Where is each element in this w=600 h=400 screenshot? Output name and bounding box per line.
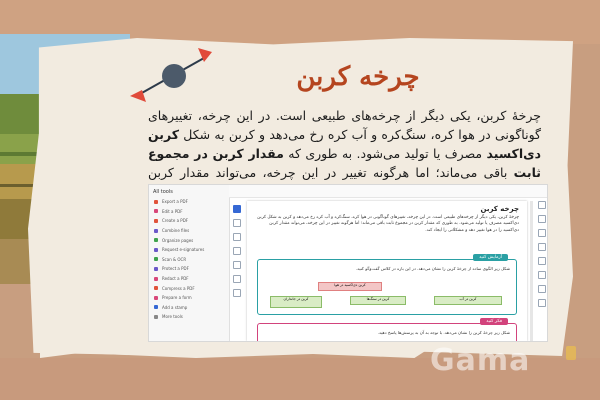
slide-title: چرخه کربن — [296, 62, 420, 92]
app-top-bar — [229, 185, 547, 198]
sidebar-item[interactable] — [149, 207, 229, 217]
tool-icon — [154, 200, 158, 204]
sidebar-item-label: Prepare a form — [162, 295, 192, 301]
scrollbar[interactable] — [530, 201, 533, 341]
sidebar-item-label: Redact a PDF — [162, 276, 189, 282]
sidebar-item-label: Compress a PDF — [162, 285, 195, 291]
select-tool-icon[interactable] — [233, 205, 241, 213]
print-icon[interactable] — [538, 285, 546, 293]
sidebar-item[interactable] — [149, 197, 229, 207]
think-box — [257, 319, 517, 342]
sidebar-item-label: Add a stamp — [162, 304, 188, 310]
tool-icon — [154, 238, 158, 242]
highlight-tool-icon[interactable] — [233, 233, 241, 241]
sidebar-item[interactable] — [149, 303, 229, 313]
body-bold-co2: کربن دی‌اکسید — [148, 127, 541, 161]
sidebar-item-label: Export a PDF — [162, 199, 188, 205]
tool-icon — [154, 305, 158, 309]
flow-organisms: کربن در جانداران — [270, 296, 322, 308]
sidebar-item[interactable] — [149, 255, 229, 265]
body-bold-constant: مقدار کربن در مجموع ثابت — [148, 146, 541, 180]
page-thumbnails-icon[interactable] — [538, 229, 546, 237]
sidebar-item-label: Request e-signatures — [162, 247, 205, 253]
pdf-app-screenshot — [148, 184, 548, 342]
carbon-wheel-icon — [128, 44, 218, 106]
sidebar-item[interactable] — [149, 312, 229, 322]
bookmark-icon[interactable] — [538, 243, 546, 251]
flow-rocks: کربن در سنگ‌ها — [350, 296, 406, 305]
rotate-icon[interactable] — [538, 271, 546, 279]
sidebar-item[interactable] — [149, 264, 229, 274]
tool-icon — [154, 286, 158, 290]
paper-bottom-edge — [40, 348, 430, 358]
sidebar-item[interactable] — [149, 235, 229, 245]
sidebar-item[interactable] — [149, 274, 229, 284]
brand-logo: Gama — [430, 343, 531, 378]
activity-text: شکل زیر الگوی ساده از چرخهٔ کربن را نشان می‌دهد. در این باره در کلاس گفت‌وگو کنید. — [355, 266, 510, 271]
doc-paragraph: چرخهٔ کربن، یکی دیگر از چرخه‌های طبیعی است. در این چرخه، تغییرهای گوناگونی در هوا کره، سنگ‌کره و آب کره رخ می‌دهد و کربن به شکل کربن دی‌اکسید مصرف یا تولید می‌شود. به طوری که مقدار کربن در مجموع ثابت باقی می‌ماند؛ اما هرگونه تغییر در این چرخه، می‌تواند مقدار کربن دی‌اکسید را در هوا تغییر دهد و مشکلاتی را ایجاد کند. — [257, 215, 519, 233]
text-tool-icon[interactable] — [233, 261, 241, 269]
comment-tool-icon[interactable] — [233, 219, 241, 227]
body-text-end: باقی می‌ماند؛ اما هرگونه تغییر در این چرخه، می‌تواند مقدار کربن — [148, 165, 508, 180]
sidebar-item[interactable] — [149, 293, 229, 303]
document-page — [247, 201, 527, 341]
flow-air: کربن دی‌اکسید در هوا — [318, 282, 382, 291]
flow-water: کربن در آب — [434, 296, 502, 305]
zoom-in-icon[interactable] — [538, 201, 546, 209]
search-icon[interactable] — [538, 257, 546, 265]
draw-tool-icon[interactable] — [233, 247, 241, 255]
think-text: شکل زیر چرخهٔ کربن را نشان می‌دهد. با توجه به آن به پرسش‌ها پاسخ دهید. — [377, 330, 510, 335]
sidebar-item-label: Edit a PDF — [162, 208, 183, 214]
right-tool-rail — [535, 201, 547, 341]
zoom-out-icon[interactable] — [538, 215, 546, 223]
more-tools-icon[interactable] — [233, 289, 241, 297]
body-text-start: چرخهٔ کربن، یکی دیگر از چرخه‌های طبیعی است. در این چرخه، تغییرهای گوناگونی در هوا کره، سنگ‌کره و آب کره رخ می‌دهد و کربن به شکل — [148, 108, 541, 142]
activity-tab: آزمایش کنید — [473, 254, 508, 261]
tool-icon — [154, 209, 158, 213]
sign-tool-icon[interactable] — [233, 275, 241, 283]
tool-icon — [154, 315, 158, 319]
activity-box — [257, 255, 517, 315]
left-tool-rail — [231, 205, 241, 335]
tool-icon — [154, 296, 158, 300]
sidebar-item-label: Combine files — [162, 228, 190, 234]
think-tab: فکر کنید — [480, 318, 508, 325]
tool-icon — [154, 267, 158, 271]
sidebar-item-label: More tools — [162, 314, 183, 320]
sidebar-item[interactable] — [149, 283, 229, 293]
sidebar-item-label: Create a PDF — [162, 218, 189, 224]
sidebar-list — [149, 197, 229, 322]
sidebar-item[interactable] — [149, 245, 229, 255]
tools-sidebar — [149, 185, 230, 341]
download-icon[interactable] — [538, 299, 546, 307]
sidebar-item[interactable] — [149, 226, 229, 236]
sidebar-item-label: Protect a PDF — [162, 266, 189, 272]
tool-icon — [154, 229, 158, 233]
tool-icon — [154, 219, 158, 223]
sidebar-item-label: Scan & OCR — [162, 256, 187, 262]
sidebar-item[interactable] — [149, 216, 229, 226]
tool-icon — [154, 277, 158, 281]
logo-accent-icon — [566, 346, 576, 360]
tool-icon — [154, 248, 158, 252]
tool-icon — [154, 257, 158, 261]
body-text-mid: مصرف یا تولید می‌شود. به طوری که — [283, 146, 487, 161]
sidebar-header: All tools — [153, 189, 173, 195]
sidebar-item-label: Organize pages — [162, 237, 194, 243]
doc-title: چرخه کربن — [480, 205, 519, 213]
